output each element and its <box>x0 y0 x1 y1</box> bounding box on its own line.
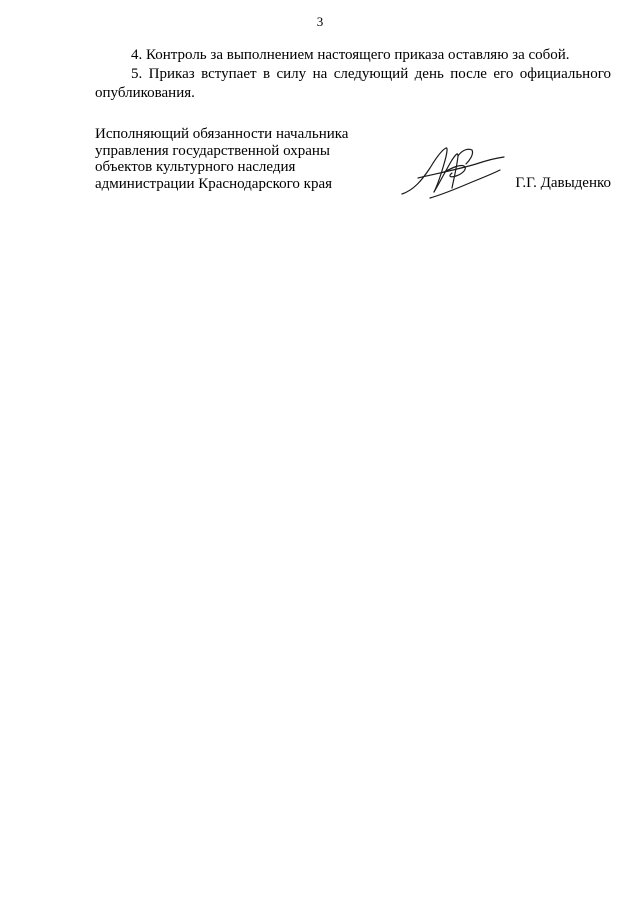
signatory-position <box>95 126 348 192</box>
paragraph-4: 4. Контроль за выполнением настоящего приказа оставляю за собой. <box>131 47 570 63</box>
signature-block <box>95 126 611 206</box>
handwritten-signature <box>400 142 505 202</box>
signer-name: Г.Г. Давыденко <box>515 175 611 191</box>
paragraph-5: 5. Приказ вступает в силу на следующий день после его официального опубликования. <box>95 66 611 101</box>
position-line: администрации Краснодарского края <box>95 175 333 192</box>
position-line: Исполняющий обязанности начальника <box>95 126 349 142</box>
position-line: управления государственной охраны <box>95 142 330 159</box>
position-line: объектов культурного наследия <box>95 159 296 175</box>
document-body <box>95 46 611 103</box>
page-number: 3 <box>316 14 324 29</box>
